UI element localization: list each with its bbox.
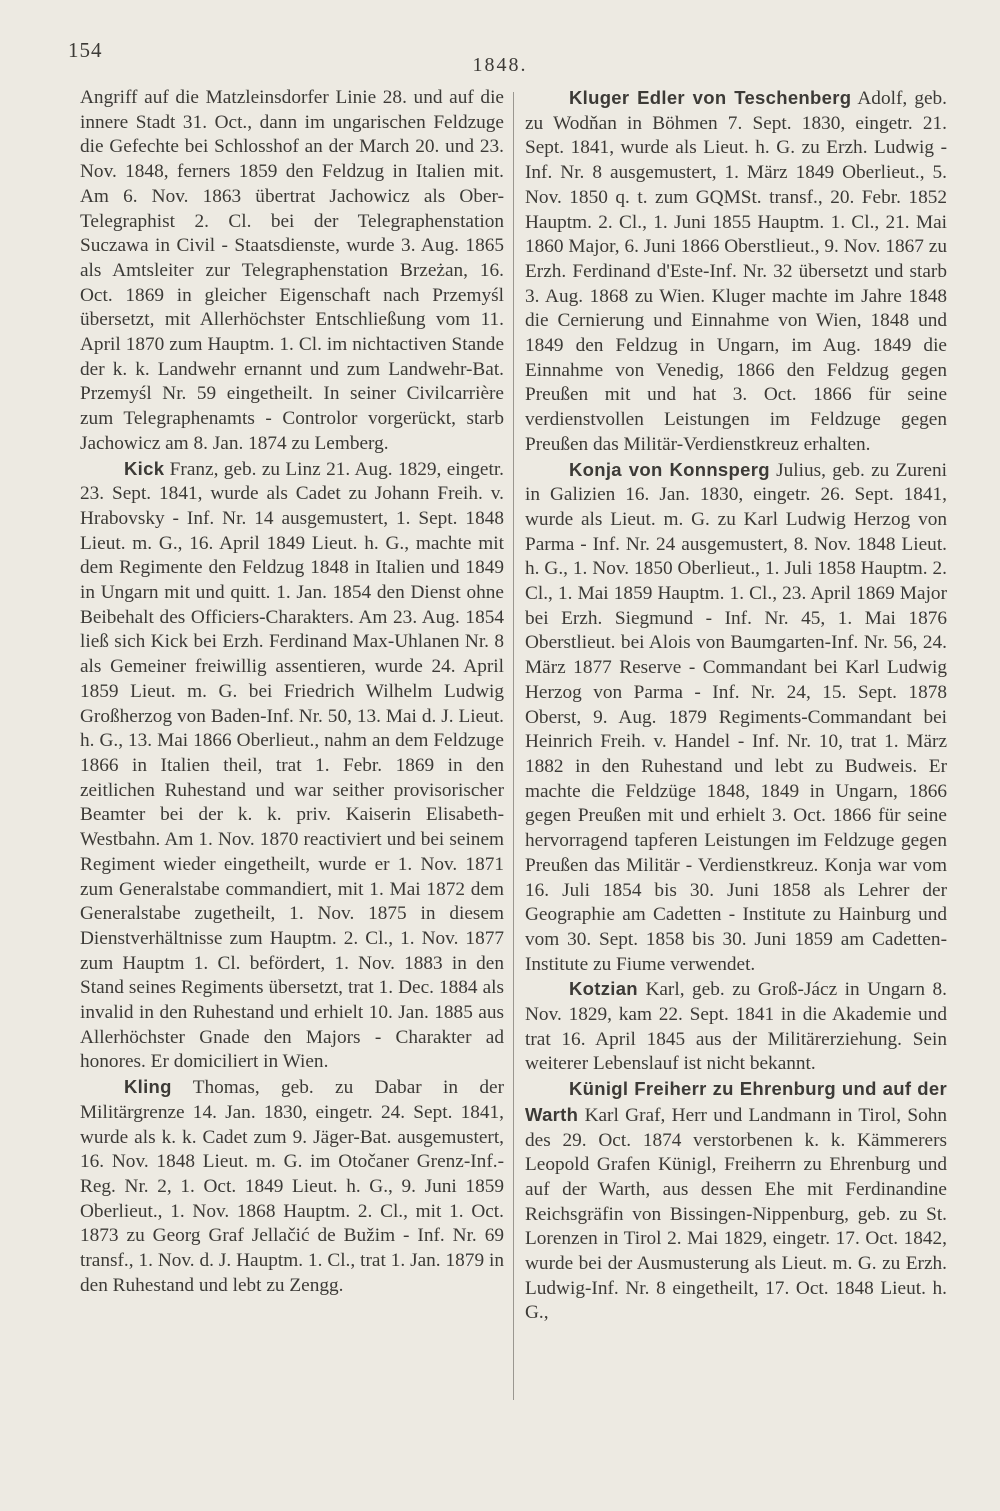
- entry-kick: [80, 457, 504, 1076]
- entry-name: Kick: [124, 457, 165, 479]
- left-column: [80, 86, 504, 1298]
- entry-kluger: [525, 86, 947, 458]
- entry-konja: [525, 458, 947, 978]
- entry-text: Karl Graf, Herr und Landmann in Tirol, Sohn des 29. Oct. 1874 verstorbenen k. k. Kämmerers Leopold Grafen Künigl, Freiherrn zu Ehrenburg und auf der Warth, aus dessen Ehe mit Ferdinandine Reichsgräfin von Bissingen-Nippenburg, geb. zu St. Lorenzen in Tirol 2. Mai 1829, eingetr. 17. Oct. 1842, wurde bei der Ausmusterung als Lieut. m. G. zu Erzh. Ludwig-Inf. Nr. 8 eingetheilt, 17. Oct. 1848 Lieut. h. G.,: [525, 1104, 947, 1324]
- entry-text: Julius, geb. zu Zureni in Galizien 16. Jan. 1830, eingetr. 26. Sept. 1841, wurde als Lieut. m. G. zu Karl Ludwig Herzog von Parma - Inf. Nr. 24 ausgemustert, 8. Nov. 1848 Lieut. h. G., 1. Nov. 1850 Oberlieut., 1. Juli 1858 Hauptm. 2. Cl., 1. Mai 1859 Hauptm. 1. Cl., 23. April 1869 Major bei Erzh. Siegmund - Inf. Nr. 45, 1. Mai 1876 Oberstlieut. bei Alois von Baumgarten-Inf. Nr. 56, 24. März 1877 Reserve - Commandant bei Karl Ludwig Herzog von Parma - Inf. Nr. 24, 15. Sept. 1878 Oberst, 9. Aug. 1879 Regiments-Commandant bei Heinrich Freih. v. Handel - Inf. Nr. 10, trat 1. März 1882 in den Ruhestand und lebt zu Budweis. Er machte die Feldzüge 1848, 1849 in Ungarn, 1866 gegen Preußen mit und erhielt 3. Oct. 1866 für seine hervorragend tapferen Leistungen im Feldzuge gegen Preußen das Militär - Verdienstkreuz. Konja war vom 16. Juli 1854 bis 30. Juni 1858 als Lehrer der Geographie am Cadetten - Institute zu Hainburg und vom 30. Sept. 1858 bis 30. Juni 1859 am Cadetten-Institute zu Fiume verwendet.: [525, 459, 947, 975]
- entry-text: Karl, geb. zu Groß-Jácz in Ungarn 8. Nov. 1829, kam 22. Sept. 1841 in die Akademie und trat 16. April 1845 aus der Militärerziehung. Sein weiterer Lebenslauf ist nicht bekannt.: [525, 979, 947, 1075]
- right-column: [525, 86, 947, 1326]
- entry-continuation: [80, 86, 504, 457]
- entry-text: Thomas, geb. zu Dabar in der Militärgrenze 14. Jan. 1830, eingetr. 24. Sept. 1841, wurde als k. k. Cadet zum 9. Jäger-Bat. ausgemustert, 16. Nov. 1848 Lieut. m. G. im Otočaner Grenz-Inf.-Reg. Nr. 2, 1. Oct. 1849 Lieut. h. G., 9. Juni 1859 Oberlieut., 1. Nov. 1868 Hauptm. 2. Cl., mit 1. Oct. 1873 zu Georg Graf Jellačić de Bužim - Inf. Nr. 69 transf., 1. Nov. d. J. Hauptm. 1. Cl., trat 1. Jan. 1879 in den Ruhestand und lebt zu Zengg.: [80, 1077, 504, 1296]
- entry-kotzian: [525, 977, 947, 1077]
- entry-name: Kluger Edler von Teschenberg: [569, 87, 852, 108]
- entry-kuenigl: [525, 1077, 947, 1326]
- entry-name: Konja von Konnsperg: [569, 458, 770, 480]
- entry-name: Kotzian: [569, 978, 638, 1000]
- column-divider: [513, 92, 514, 1400]
- entry-text: Adolf, geb. zu Wodňan in Böhmen 7. Sept. 1830, eingetr. 21. Sept. 1841, wurde als Lieut. h. G. zu Erzh. Ludwig - Inf. Nr. 8 ausgemustert, 1. März 1849 Oberlieut., 5. Nov. 1850 q. t. zum GQMSt. transf., 20. Febr. 1852 Hauptm. 2. Cl., 1. Juni 1855 Hauptm. 1. Cl., 21. Mai 1860 Major, 6. Juni 1866 Oberstlieut., 9. Nov. 1867 zu Erzh. Ferdinand d'Este-Inf. Nr. 32 übersetzt und starb 3. Aug. 1868 zu Wien. Kluger machte im Jahre 1848 die Cernierung und Einnahme von Wien, 1848 und 1849 den Feldzug in Ungarn, im Aug. 1849 die Einnahme von Venedig, 1866 den Feldzug gegen Preußen mit und hat 3. Oct. 1866 für seine verdienstvollen Leistungen im Feldzuge gegen Preußen das Militär-Verdienstkreuz erhalten.: [525, 88, 947, 455]
- entry-name: Kling: [124, 1076, 172, 1098]
- page-year-heading: 1848.: [472, 54, 528, 76]
- entry-name: Künigl Freiherr zu Ehrenburg und auf der Warth: [525, 1078, 947, 1125]
- entry-text: Franz, geb. zu Linz 21. Aug. 1829, eingetr. 23. Sept. 1841, wurde als Cadet zu Johann Freih. v. Hrabovsky - Inf. Nr. 14 ausgemustert, 1. Sept. 1848 Lieut. m. G., 16. April 1849 Lieut. h. G., machte mit dem Regimente den Feldzug 1848 in Italien und 1849 in Ungarn mit und quitt. 1. Jan. 1854 den Dienst ohne Beibehalt des Officiers-Charakters. Am 23. Aug. 1854 ließ sich Kick bei Erzh. Ferdinand Max-Uhlanen Nr. 8 als Gemeiner freiwillig assentieren, wurde 24. April 1859 Lieut. m. G. bei Friedrich Wilhelm Ludwig Großherzog von Baden-Inf. Nr. 50, 13. Mai d. J. Lieut. h. G., 13. Mai 1866 Oberlieut., nahm an dem Feldzuge 1866 in Italien theil, trat 1. Febr. 1869 in den zeitlichen Ruhestand und war seither provisorischer Beamter bei der k. k. priv. Kaiserin Elisabeth-Westbahn. Am 1. Nov. 1870 reactiviert und bei seinem Regiment wieder eingetheilt, wurde er 1. Nov. 1871 zum Generalstabe commandiert, mit 1. Mai 1872 dem Generalstabe zugetheilt, 1. Nov. 1875 in diesem Dienstverhältnisse zum Hauptm. 2. Cl., 1. Nov. 1877 zum Hauptm 1. Cl. befördert, 1. Nov. 1883 in den Stand seines Regiments übersetzt, trat 1. Dec. 1884 als invalid in den Ruhestand und erhielt 10. Jan. 1885 aus Allerhöchster Gnade den Majors - Charakter ad honores. Er domiciliert in Wien.: [80, 458, 504, 1073]
- entry-kling: [80, 1075, 504, 1298]
- entry-text: Angriff auf die Matzleinsdorfer Linie 28. und auf die innere Stadt 31. Oct., dann im ungarischen Feldzuge die Gefechte bei Schlosshof an der March 20. und 23. Nov. 1848, ferners 1859 den Feldzug in Italien mit. Am 6. Nov. 1863 übertrat Jachowicz als Ober-Telegraphist 2. Cl. bei der Telegraphenstation Suczawa in Civil - Staatsdienste, wurde 3. Aug. 1865 als Amtsleiter zur Telegraphenstation Brzeżan, 16. Oct. 1869 in gleicher Eigenschaft nach Przemyśl übersetzt, mit Allerhöchster Entschließung vom 11. April 1870 zum Hauptm. 1. Cl. im nichtactiven Stande der k. k. Landwehr ernannt und zum Landwehr-Bat. Przemyśl Nr. 59 eingetheilt. In seiner Civilcarrière zum Telegraphenamts - Controlor vorgerückt, starb Jachowicz am 8. Jan. 1874 zu Lemberg.: [80, 87, 504, 454]
- page-number: 154: [68, 38, 103, 62]
